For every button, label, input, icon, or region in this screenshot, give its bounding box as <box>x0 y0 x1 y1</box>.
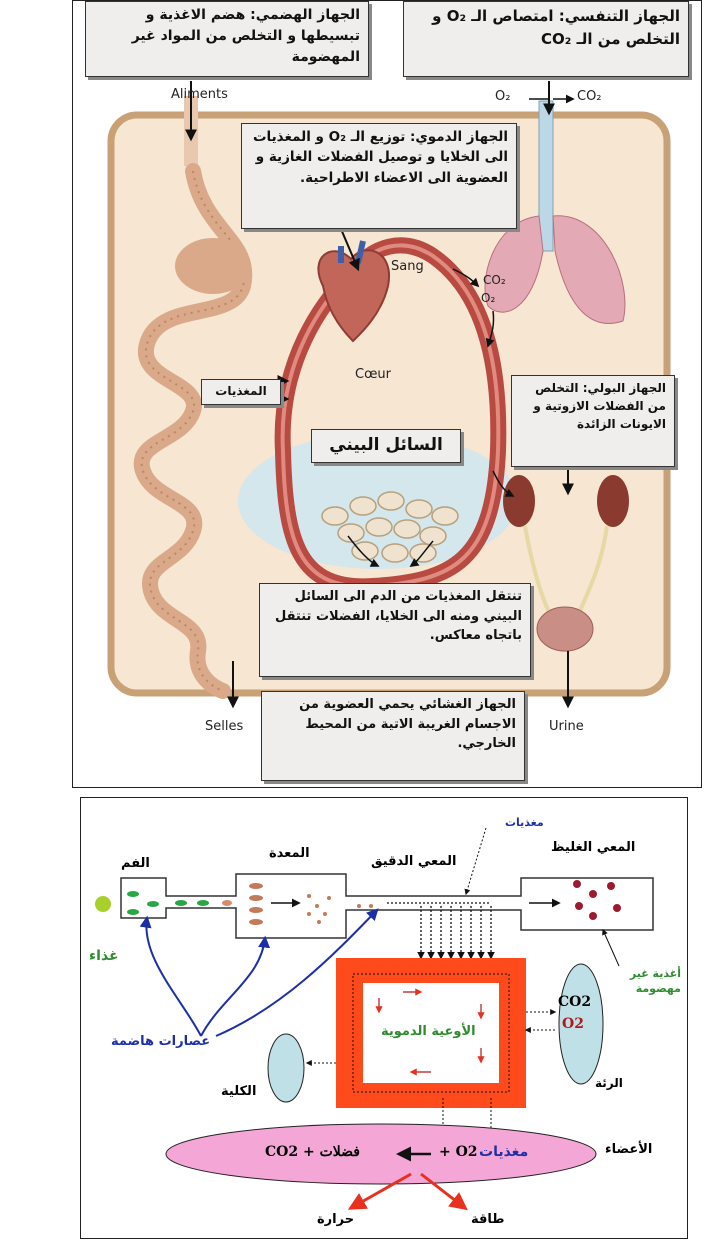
digestive-system-box: الجهاز الهضمي: هضم الاغذية و تبسيطها و التخلص من المواد غير المهضومة <box>85 1 369 77</box>
heat-label: حرارة <box>317 1212 355 1227</box>
undigested-particles <box>573 880 621 920</box>
top-diagram-panel <box>72 0 702 788</box>
lung-o2-label: O2 <box>562 1016 584 1032</box>
o2-in-label: O₂ <box>495 89 511 104</box>
trachea <box>539 101 553 251</box>
organs-label: الأعضاء <box>605 1142 653 1157</box>
bladder <box>537 607 593 651</box>
respiratory-system-box: الجهاز التنفسي: امتصاص الـ O₂ و التخلص من الـ CO₂ <box>403 1 689 77</box>
left-kidney <box>503 475 535 527</box>
bottom-diagram-panel <box>80 797 688 1239</box>
circulatory-system-box: الجهاز الدموي: توزيع الـ O₂ و المغذيات الى الخلايا و توصيل الفضلات الغازية و العضوية الى الاعضاء الاطراحية. <box>241 123 517 229</box>
co2-lung-label: CO₂ <box>483 273 506 287</box>
urine-label: Urine <box>549 719 584 734</box>
immune-system-box: الجهاز الغشائي يحمي العضوية من الاجسام الغريبة الاتية من المحيط الخارجي. <box>261 691 525 781</box>
stomach <box>175 238 251 294</box>
mouth-label: الفم <box>121 856 150 871</box>
lung-label: الرئة <box>595 1076 623 1090</box>
large-intestine-label: المعي الغليظ <box>551 840 636 855</box>
kidney-label: الكلية <box>221 1084 257 1099</box>
stomach-label: المعدة <box>269 846 310 861</box>
co2-out-label: CO₂ <box>577 89 602 104</box>
right-kidney <box>597 475 629 527</box>
sang-label: Sang <box>391 259 424 274</box>
nutrients-box: المغذيات <box>201 379 281 405</box>
nutrients-top-label: مغذيات <box>505 816 544 829</box>
lung-co2-label: CO2 <box>558 994 592 1010</box>
small-intestine-label: المعي الدقيق <box>371 854 457 869</box>
undigested-label: أغذية غير مهضومة <box>629 967 681 996</box>
urinary-system-box: الجهاز البولي: التخلص من الفضلات الازوتية و الايونات الزائدة <box>511 375 675 467</box>
food-label: غذاء <box>89 948 119 964</box>
mouth-pellets <box>127 891 209 915</box>
blood-vessels-label: الأوعية الدموية <box>381 1024 476 1039</box>
absorption-arrows <box>421 906 491 958</box>
interstitial-fluid-label: السائل البيني <box>311 429 461 463</box>
kidney-shape <box>268 1034 304 1102</box>
selles-label: Selles <box>205 719 244 734</box>
aliments-label: Aliments <box>171 87 228 102</box>
digestive-juices-label: عصارات هاضمة <box>111 1034 211 1049</box>
equation-left: فضلات + CO2 <box>265 1144 360 1160</box>
food-ball <box>95 896 111 912</box>
organs-shape <box>166 1124 596 1184</box>
energy-label: طاقة <box>471 1212 505 1227</box>
exchange-box: تنتقل المغذيات من الدم الى السائل البيني ومنه الى الخلايا، الفضلات تنتقل باتجاه معاكس. <box>259 583 531 677</box>
equation-nutrients: مغذيات <box>479 1144 529 1160</box>
equation-o2: O2 + <box>439 1144 478 1160</box>
coeur-label: Cœur <box>355 367 391 382</box>
stomach-particles <box>249 883 331 925</box>
o2-lung-label: O₂ <box>481 291 496 305</box>
